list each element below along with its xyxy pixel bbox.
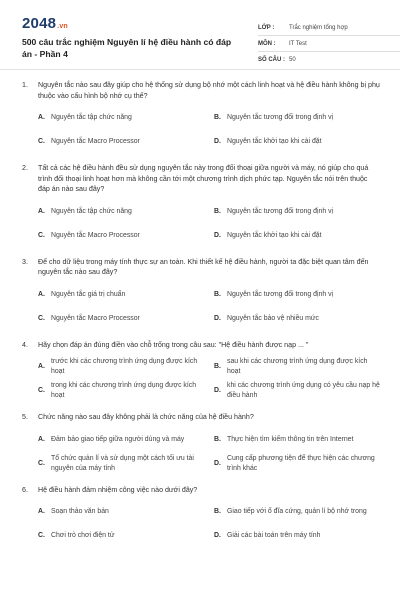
option-text: Nguyên tắc giá trị chuẩn: [51, 290, 126, 298]
meta-value: IT Test: [289, 40, 307, 47]
option-d[interactable]: [214, 525, 380, 547]
option-a[interactable]: [38, 201, 204, 223]
option-letter: B.: [214, 207, 221, 215]
option-letter: B.: [214, 114, 221, 121]
option-a[interactable]: [38, 284, 204, 306]
option-text: Nguyên tắc Macro Processor: [51, 138, 140, 145]
option-letter: B.: [214, 508, 221, 515]
option-letter: B.: [214, 363, 221, 370]
question-number: 2.: [22, 164, 28, 172]
option-b[interactable]: [214, 107, 380, 129]
question-text: [22, 257, 380, 278]
document-title: 500 câu trắc nghiệm Nguyên lí hệ điều hành có đáp án - Phần 4: [22, 37, 232, 59]
option-c[interactable]: [38, 308, 204, 330]
meta-row-class: [258, 20, 400, 36]
question-list: [22, 80, 380, 557]
question-body: Tất cả các hệ điều hành đều sử dụng nguyên tắc này trong đối thoại giữa người và máy, nó giúp cho quá trình đối thoại linh hoạt hơn mà không cần tới một chương trình dịch phức tạp. Nguyên tắc nói trên thuộc đáp án nào sau đây?: [38, 164, 369, 193]
option-text: Nguyên tắc tập chức năng: [51, 114, 132, 121]
option-letter: A.: [38, 363, 45, 370]
option-c[interactable]: [38, 131, 204, 153]
option-d[interactable]: [214, 380, 380, 402]
option-letter: D.: [214, 231, 221, 239]
question-body: Để cho dữ liệu trong máy tính thực sự an toàn. Khi thiết kế hệ điều hành, người ta đặc biệt quan tâm đến nguyên tắc nào sau đây?: [38, 257, 369, 276]
question-text: [22, 163, 380, 195]
option-text: Nguyên tắc tương đối trong định vị: [227, 114, 334, 121]
option-b[interactable]: [214, 429, 380, 451]
meta-label: LỚP :: [258, 24, 275, 31]
option-text: Giao tiếp với ổ đĩa cứng, quản lí bộ nhớ trong: [227, 508, 367, 515]
meta-row-subject: [258, 36, 400, 52]
option-text: Tổ chức quản lí và sử dụng một cách tối ưu tài nguyên của máy tính: [51, 454, 194, 472]
question-number: 3.: [22, 257, 28, 266]
option-letter: D.: [214, 459, 221, 467]
option-c[interactable]: [38, 525, 204, 547]
logo-main: 2048: [22, 15, 57, 32]
option-letter: C.: [38, 231, 45, 239]
option-text: Nguyên tắc tương đối trong định vị: [227, 290, 334, 298]
question-3: [22, 257, 380, 330]
option-letter: C.: [38, 387, 45, 394]
option-text: Nguyên tắc Macro Processor: [51, 231, 140, 239]
question-5: [22, 412, 380, 475]
option-a[interactable]: [38, 501, 204, 523]
meta-value: 50: [289, 56, 296, 63]
option-c[interactable]: [38, 380, 204, 402]
meta-row-count: [258, 52, 400, 67]
option-letter: A.: [38, 435, 45, 443]
option-letter: A.: [38, 508, 45, 515]
question-2: [22, 163, 380, 247]
option-text: Soạn thảo văn bản: [51, 508, 109, 515]
answer-options: [22, 201, 380, 247]
site-logo[interactable]: [22, 15, 68, 32]
question-number: 5.: [22, 413, 28, 421]
answer-options: [22, 284, 380, 330]
option-d[interactable]: [214, 225, 380, 247]
option-text: Cung cấp phương tiện để thực hiện các chương trình khác: [227, 454, 375, 472]
option-letter: B.: [214, 290, 221, 298]
option-b[interactable]: [214, 284, 380, 306]
option-letter: D.: [214, 138, 221, 145]
option-d[interactable]: [214, 131, 380, 153]
option-text: Nguyên tắc khởi tạo khi cài đặt: [227, 231, 322, 239]
option-text: sau khi các chương trình ứng dụng được kích hoạt: [227, 358, 368, 375]
option-text: Đảm bảo giao tiếp giữa người dùng và máy: [51, 435, 185, 443]
question-body: Nguyên tắc nào sau đây giúp cho hệ thống sử dụng bộ nhớ một cách linh hoạt và hệ điều hành không bị phụ thuộc vào cấu hình bộ nhớ cụ thể?: [38, 81, 380, 100]
option-text: trong khi các chương trình ứng dụng được kích hoạt: [51, 382, 197, 399]
question-4: [22, 340, 380, 403]
question-text: [22, 80, 380, 101]
question-number: 1.: [22, 81, 28, 89]
option-a[interactable]: [38, 429, 204, 451]
option-c[interactable]: [38, 453, 204, 475]
option-text: Nguyên tắc khởi tạo khi cài đặt: [227, 138, 322, 145]
option-a[interactable]: [38, 107, 204, 129]
answer-options: [22, 107, 380, 153]
question-body: Hệ điều hành đảm nhiệm công việc nào dưới đây?: [38, 485, 198, 494]
page-header: [22, 12, 380, 76]
option-text: Nguyên tắc Macro Processor: [51, 314, 140, 322]
option-letter: D.: [214, 387, 221, 394]
option-letter: A.: [38, 114, 45, 121]
option-text: trước khi các chương trình ứng dụng được kích hoạt: [51, 358, 198, 375]
answer-options: [22, 356, 380, 402]
option-letter: B.: [214, 435, 221, 443]
option-letter: C.: [38, 138, 45, 145]
question-1: [22, 80, 380, 153]
option-letter: D.: [214, 532, 221, 539]
question-number: 4.: [22, 340, 28, 349]
question-text: [22, 340, 380, 351]
option-a[interactable]: [38, 356, 204, 378]
option-text: Nguyên tắc tập chức năng: [51, 207, 132, 215]
question-text: [22, 412, 380, 423]
option-b[interactable]: [214, 501, 380, 523]
logo-suffix: .vn: [57, 23, 68, 30]
header-divider: [0, 69, 400, 70]
meta-label: MÔN :: [258, 40, 276, 47]
option-text: Chơi trò chơi điện tử: [51, 532, 115, 539]
option-letter: A.: [38, 207, 45, 215]
option-text: Nguyên tắc tương đối trong định vị: [227, 207, 334, 215]
option-letter: C.: [38, 532, 45, 539]
option-text: khi các chương trình ứng dụng có yêu cầu nạp hệ điều hành: [227, 382, 380, 399]
meta-info: [258, 20, 400, 67]
option-b[interactable]: [214, 356, 380, 378]
question-body: Chức năng nào sau đây không phải là chức năng của hệ điều hành?: [38, 413, 254, 421]
option-letter: D.: [214, 314, 221, 322]
option-b[interactable]: [214, 201, 380, 223]
answer-options: [22, 429, 380, 475]
option-d[interactable]: [214, 453, 380, 475]
option-text: Thực hiện tìm kiếm thông tin trên Internet: [227, 435, 354, 443]
meta-value: Trắc nghiệm tổng hợp: [289, 24, 348, 31]
meta-label: SỐ CÂU :: [258, 56, 285, 63]
question-6: [22, 485, 380, 548]
option-letter: C.: [38, 314, 45, 322]
question-number: 6.: [22, 485, 28, 494]
option-text: Giải các bài toán trên máy tính: [227, 532, 321, 539]
option-letter: A.: [38, 290, 45, 298]
question-text: [22, 485, 380, 496]
option-text: Nguyên tắc bảo vệ nhiều mức: [227, 314, 319, 322]
answer-options: [22, 501, 380, 547]
option-d[interactable]: [214, 308, 380, 330]
option-c[interactable]: [38, 225, 204, 247]
question-body: Hãy chọn đáp án đúng điền vào chỗ trống trong câu sau: "Hệ điều hành được nạp ... ": [38, 340, 309, 349]
option-letter: C.: [38, 459, 45, 467]
